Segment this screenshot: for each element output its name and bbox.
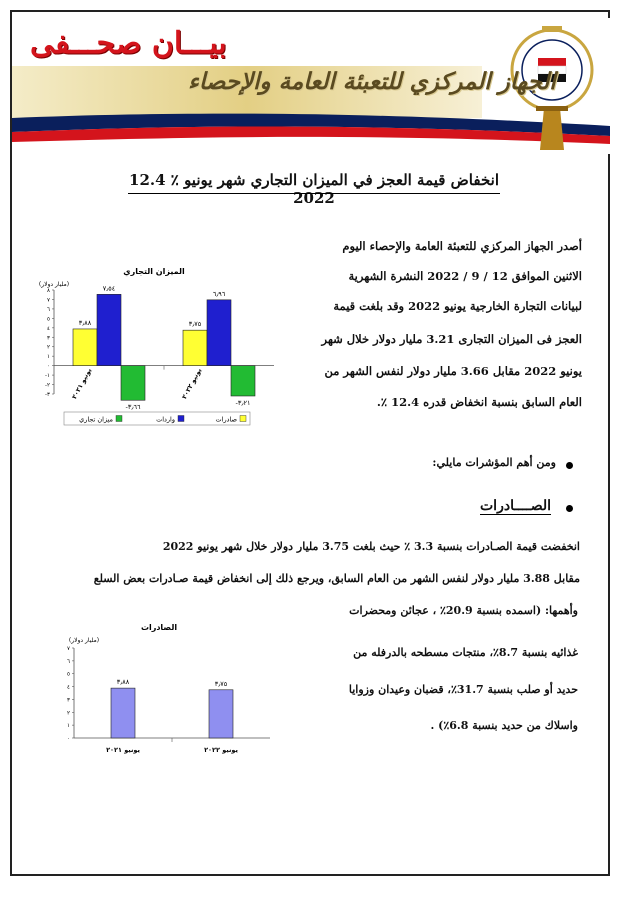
legend-entry: ميزان تجاري <box>79 415 113 424</box>
exports-line: مقابل 3.88 مليار دولار لنفس الشهر من العام السابق، ويرجع ذلك إلى انخفاض قيمة صـادرات بعض السلع <box>93 572 580 585</box>
intro-line: لبيانات التجارة الخارجية يونيو 2022 وقد بلغت قيمة <box>333 299 582 313</box>
legend-swatch <box>240 416 246 422</box>
exports-line: وأهمها: (اسمده بنسبة 20.9٪ ، عجائن ومحضرات <box>349 604 578 617</box>
y-tick-label: ٥ <box>47 316 50 323</box>
category-label: يونيو ٢٠٢٢ <box>180 366 204 401</box>
data-label: ٧٫٥٤ <box>102 284 116 293</box>
category-label: يونيو ٢٠٢١ <box>70 366 94 401</box>
intro-line: العجز فى الميزان التجارى 3.21 مليار دولار خلال شهر <box>321 332 582 346</box>
header-banner <box>12 18 610 154</box>
exports-line: انخفضت قيمة الصـادرات بنسبة 3.3 ٪ حيث بلغت 3.75 مليار دولار خلال شهر يونيو 2022 <box>162 540 580 553</box>
y-tick-label: ٨ <box>47 288 50 294</box>
exports-line: حديد أو صلب بنسبة 31.7٪، قضبان وعيدان وزوايا <box>348 683 578 696</box>
bullet-dot <box>566 462 573 469</box>
intro-line: أصدر الجهاز المركزي للتعبئة العامة والإحصاء اليوم <box>342 239 582 253</box>
exports-section-heading: الصــــادرات <box>480 498 552 514</box>
y-tick-label: ٠ <box>67 736 70 742</box>
y-tick-label: ٣ <box>67 697 70 704</box>
y-tick-label: ٤ <box>47 325 50 332</box>
y-axis-label: (مليار دولار) <box>68 637 100 644</box>
data-label: ٣٫٧٥ <box>214 679 228 688</box>
bullet-dot <box>566 505 573 512</box>
legend-swatch <box>116 416 122 422</box>
y-tick-label: ٣ <box>47 335 50 342</box>
data-label: ٣٫٨٨ <box>116 678 130 687</box>
y-tick-label: ٢ <box>47 344 50 351</box>
category-label: يونيو ٢٠٢٢ <box>204 746 238 754</box>
exports-line: غذائيه بنسبة 8.7٪، منتجات مسطحه بالدرفله من <box>353 646 578 659</box>
y-tick-label: ٧ <box>67 646 70 652</box>
bar <box>231 366 255 396</box>
y-tick-label: -٢ <box>45 382 50 389</box>
y-tick-label: ٦ <box>67 658 70 665</box>
press-release-title: بيـــان صحـــفى <box>30 26 227 61</box>
category-label: يونيو ٢٠٢١ <box>106 746 140 754</box>
y-tick-label: ١ <box>47 354 50 361</box>
headline-underline <box>128 193 500 194</box>
y-tick-label: ٢ <box>67 710 70 717</box>
legend-swatch <box>178 416 184 422</box>
y-tick-label: ١ <box>67 723 70 730</box>
bar <box>121 366 145 401</box>
data-label: ٣٫٨٨ <box>78 318 92 327</box>
data-label: ٣٫٧٥ <box>188 320 202 329</box>
bar <box>183 330 207 365</box>
exports-line: واسلاك من حديد بنسبة 6.8٪) . <box>430 719 578 732</box>
intro-line: العام السابق بنسبة انخفاض قدره 12.4 ٪. <box>376 395 582 409</box>
y-tick-label: -٣ <box>45 392 50 398</box>
y-tick-label: ٥ <box>67 671 70 678</box>
trade-balance-chart <box>34 262 284 430</box>
data-label: -٣٫٢١ <box>235 398 251 407</box>
bar <box>209 690 233 738</box>
y-tick-label: ٧ <box>47 297 50 304</box>
bar <box>97 294 121 365</box>
legend-entry: صادرات <box>215 415 237 424</box>
y-tick-label: -١ <box>45 373 50 380</box>
bar <box>111 688 135 738</box>
data-label: ٦٫٩٦ <box>212 289 226 298</box>
intro-line: يونيو 2022 مقابل 3.66 مليار دولار لنفس الشهر من <box>324 364 582 378</box>
intro-line: الاثنين الموافق 12 / 9 / 2022 النشرة الشهرية <box>348 269 582 283</box>
headline: 12.4 ٪ انخفاض قيمة العجز في الميزان التجاري شهر يونيو 2022 <box>129 171 499 207</box>
agency-name: الجهاز المركزي للتعبئة العامة والإحصاء <box>188 68 556 95</box>
chart-title: الصادرات <box>140 623 178 632</box>
data-label: -٣٫٦٦ <box>125 403 141 412</box>
legend-entry: واردات <box>156 415 175 424</box>
y-tick-label: ٤ <box>67 684 70 691</box>
y-tick-label: ٠ <box>47 363 50 370</box>
bar <box>73 329 97 366</box>
chart-title: الميزان التجاري <box>123 267 185 276</box>
bar <box>207 300 231 366</box>
exports-chart <box>44 618 280 768</box>
y-tick-label: ٦ <box>47 306 50 313</box>
indicators-bullet: ومن أهم المؤشرات مايلي: <box>432 456 556 469</box>
y-axis-label: (مليار دولار) <box>38 281 70 288</box>
